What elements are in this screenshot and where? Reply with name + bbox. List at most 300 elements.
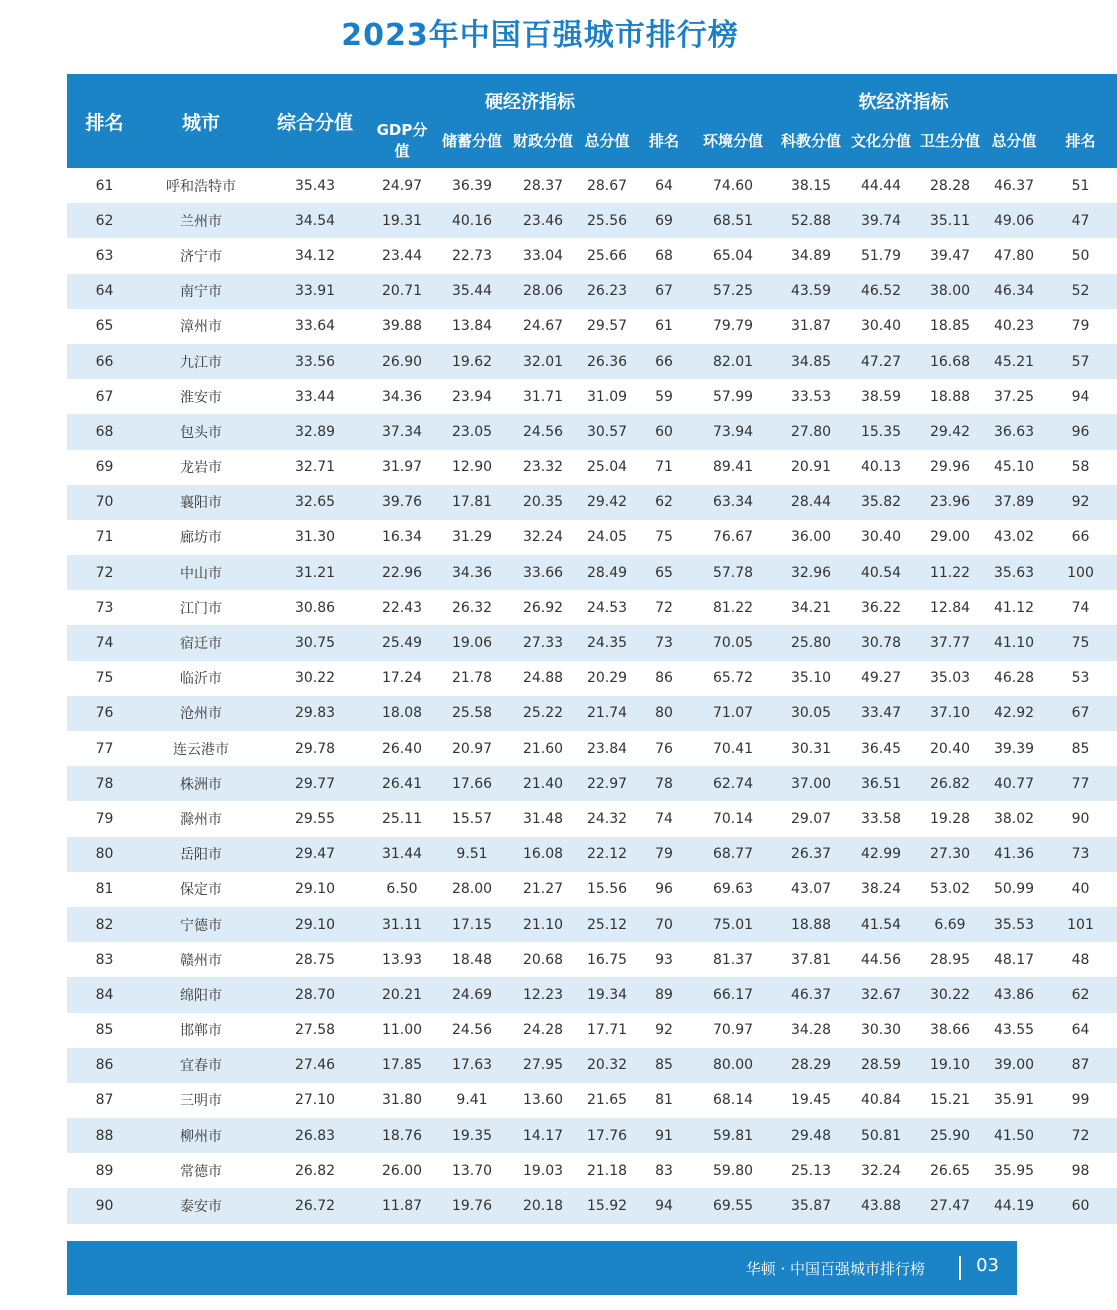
cell-soft-health: 28.28 [929, 177, 971, 194]
cell-hard-rank: 80 [638, 696, 690, 731]
cell-hard-gdp: 6.50 [386, 881, 418, 898]
cell-soft-education: 34.21 [790, 599, 832, 616]
cell-soft-health: 37.77 [916, 625, 984, 660]
cell-soft-total: 43.86 [984, 977, 1044, 1012]
cell-soft-rank: 64 [1071, 1022, 1090, 1039]
cell-soft-rank: 96 [1044, 414, 1117, 449]
cell-soft-rank: 67 [1044, 696, 1117, 731]
header-hard-fiscal: 财政分值 [510, 118, 576, 168]
cell-soft-rank: 62 [1044, 977, 1117, 1012]
cell-hard-gdp: 26.40 [381, 740, 423, 757]
cell-soft-environment: 70.14 [712, 810, 754, 827]
cell-city: 包头市 [142, 414, 260, 449]
cell-soft-environment: 65.72 [712, 670, 754, 687]
cell-hard-rank: 76 [655, 740, 673, 757]
table-row [67, 203, 1117, 238]
cell-city: 九江市 [142, 344, 260, 379]
cell-hard-savings: 17.81 [434, 485, 510, 520]
table-row [67, 379, 1117, 414]
cell-soft-culture: 42.99 [846, 837, 916, 872]
table-row [67, 1188, 1117, 1223]
cell-soft-culture: 40.54 [846, 555, 916, 590]
cell-soft-culture: 50.81 [846, 1118, 916, 1153]
cell-soft-total: 45.21 [984, 344, 1044, 379]
cell-soft-education: 34.28 [790, 1022, 832, 1039]
cell-hard-fiscal: 28.37 [522, 177, 564, 194]
cell-composite: 28.70 [260, 977, 370, 1012]
cell-hard-total: 20.29 [586, 670, 628, 687]
table-row [67, 801, 1117, 836]
cell-soft-education: 37.81 [790, 951, 832, 968]
cell-hard-total: 21.18 [586, 1162, 628, 1179]
cell-rank: 84 [67, 977, 142, 1012]
cell-soft-health: 16.68 [916, 344, 984, 379]
cell-hard-total: 21.74 [576, 696, 638, 731]
cell-soft-culture: 44.56 [860, 951, 902, 968]
cell-soft-rank: 47 [1044, 203, 1117, 238]
cell-soft-rank: 66 [1071, 529, 1090, 546]
cell-soft-health: 28.95 [929, 951, 971, 968]
cell-city: 宜春市 [142, 1048, 260, 1083]
cell-soft-total: 35.91 [993, 1092, 1035, 1109]
cell-city: 中山市 [142, 555, 260, 590]
cell-rank: 77 [95, 740, 114, 757]
cell-soft-education: 20.91 [790, 459, 832, 476]
cell-soft-health: 29.42 [916, 414, 984, 449]
cell-hard-total: 28.67 [586, 177, 628, 194]
cell-soft-education: 33.53 [790, 388, 832, 405]
cell-hard-gdp: 20.71 [370, 274, 434, 309]
cell-hard-savings: 36.39 [451, 177, 493, 194]
cell-hard-gdp: 31.44 [370, 837, 434, 872]
cell-soft-health: 18.85 [929, 318, 971, 335]
cell-soft-environment: 57.25 [690, 274, 776, 309]
cell-soft-health: 25.90 [916, 1118, 984, 1153]
cell-composite: 26.83 [260, 1118, 370, 1153]
cell-soft-education: 27.80 [776, 414, 846, 449]
cell-soft-culture: 33.47 [846, 696, 916, 731]
cell-composite: 33.56 [260, 344, 370, 379]
table-row [67, 520, 1117, 555]
cell-soft-environment: 69.55 [690, 1188, 776, 1223]
cell-hard-rank: 62 [638, 485, 690, 520]
cell-hard-savings: 17.66 [434, 766, 510, 801]
cell-rank: 69 [95, 459, 114, 476]
cell-hard-savings: 19.06 [434, 625, 510, 660]
cell-soft-rank: 51 [1071, 177, 1090, 194]
cell-hard-savings: 25.58 [434, 696, 510, 731]
cell-city: 宿迁市 [142, 625, 260, 660]
cell-soft-rank: 85 [1071, 740, 1090, 757]
cell-soft-total: 46.28 [993, 670, 1035, 687]
cell-composite: 31.21 [260, 555, 370, 590]
cell-hard-gdp: 17.85 [370, 1048, 434, 1083]
cell-rank: 80 [67, 837, 142, 872]
cell-hard-rank: 75 [655, 529, 673, 546]
cell-hard-fiscal: 14.17 [510, 1118, 576, 1153]
cell-soft-health: 29.00 [929, 529, 971, 546]
cell-hard-total: 25.12 [576, 907, 638, 942]
cell-hard-rank: 72 [655, 599, 673, 616]
table-row [67, 1083, 1117, 1118]
cell-hard-fiscal: 33.04 [522, 247, 564, 264]
cell-soft-education: 37.00 [776, 766, 846, 801]
cell-soft-culture: 40.84 [860, 1092, 902, 1109]
cell-composite: 27.58 [294, 1022, 336, 1039]
cell-soft-environment: 65.04 [712, 247, 754, 264]
cell-soft-rank: 90 [1071, 810, 1090, 827]
table-row [67, 731, 1117, 766]
cell-composite: 27.46 [260, 1048, 370, 1083]
cell-soft-total: 41.36 [984, 837, 1044, 872]
cell-city: 株洲市 [142, 766, 260, 801]
cell-soft-culture: 40.13 [860, 459, 902, 476]
header-city: 城市 [142, 74, 260, 168]
cell-soft-rank: 94 [1071, 388, 1090, 405]
header-hard-savings: 储蓄分值 [434, 118, 510, 168]
cell-city: 沧州市 [142, 696, 260, 731]
cell-soft-culture: 30.30 [860, 1022, 902, 1039]
cell-hard-total: 25.66 [586, 247, 628, 264]
cell-soft-total: 35.63 [984, 555, 1044, 590]
cell-soft-rank: 75 [1044, 625, 1117, 660]
cell-soft-environment: 70.05 [690, 625, 776, 660]
cell-composite: 32.89 [260, 414, 370, 449]
table-row [67, 837, 1117, 872]
cell-hard-savings: 18.48 [451, 951, 493, 968]
cell-soft-environment: 57.78 [690, 555, 776, 590]
table-row [67, 450, 1117, 485]
header-soft-culture: 文化分值 [846, 118, 916, 168]
cell-soft-rank: 60 [1044, 1188, 1117, 1223]
cell-soft-culture: 39.74 [846, 203, 916, 238]
cell-rank: 66 [67, 344, 142, 379]
cell-city: 呼和浩特市 [166, 178, 236, 195]
table-row [67, 1048, 1117, 1083]
cell-soft-total: 40.23 [993, 318, 1035, 335]
cell-soft-total: 38.02 [993, 810, 1035, 827]
cell-soft-total: 46.37 [993, 177, 1035, 194]
cell-soft-health: 15.21 [929, 1092, 971, 1109]
cell-hard-gdp: 31.97 [381, 459, 423, 476]
cell-hard-total: 23.84 [586, 740, 628, 757]
cell-soft-health: 12.84 [929, 599, 971, 616]
cell-rank: 75 [95, 670, 114, 687]
cell-soft-rank: 50 [1071, 247, 1090, 264]
cell-soft-culture: 30.40 [860, 529, 902, 546]
table-row [67, 590, 1117, 625]
table-row [67, 274, 1117, 309]
cell-soft-rank: 74 [1071, 599, 1090, 616]
cell-soft-culture: 38.24 [860, 881, 902, 898]
cell-hard-total: 31.09 [586, 388, 628, 405]
cell-soft-health: 30.22 [916, 977, 984, 1012]
cell-rank: 67 [95, 388, 114, 405]
cell-soft-total: 37.25 [993, 388, 1035, 405]
cell-soft-rank: 58 [1071, 459, 1090, 476]
cell-soft-culture: 43.88 [846, 1188, 916, 1223]
cell-soft-total: 42.92 [984, 696, 1044, 731]
cell-soft-total: 47.80 [993, 247, 1035, 264]
ranking-table [67, 74, 1096, 1224]
cell-hard-total: 28.49 [576, 555, 638, 590]
cell-hard-savings: 19.76 [434, 1188, 510, 1223]
cell-hard-rank: 83 [655, 1162, 673, 1179]
cell-soft-health: 19.28 [929, 810, 971, 827]
cell-hard-gdp: 22.96 [370, 555, 434, 590]
cell-composite: 29.10 [294, 881, 336, 898]
table-row [67, 872, 1117, 907]
cell-hard-rank: 66 [638, 344, 690, 379]
cell-soft-health: 19.10 [916, 1048, 984, 1083]
cell-hard-rank: 69 [638, 203, 690, 238]
cell-hard-fiscal: 31.71 [522, 388, 564, 405]
cell-hard-savings: 23.94 [451, 388, 493, 405]
cell-soft-health: 39.47 [929, 247, 971, 264]
table-row [67, 1153, 1117, 1188]
cell-soft-education: 18.88 [776, 907, 846, 942]
cell-soft-culture: 28.59 [846, 1048, 916, 1083]
cell-city: 邯郸市 [180, 1023, 222, 1040]
cell-composite: 31.30 [294, 529, 336, 546]
cell-hard-rank: 94 [638, 1188, 690, 1223]
cell-hard-fiscal: 21.40 [510, 766, 576, 801]
cell-soft-rank: 40 [1071, 881, 1090, 898]
cell-city: 廊坊市 [180, 530, 222, 547]
cell-hard-fiscal: 13.60 [522, 1092, 564, 1109]
cell-hard-total: 24.35 [576, 625, 638, 660]
cell-hard-rank: 96 [655, 881, 673, 898]
cell-hard-total: 21.65 [586, 1092, 628, 1109]
cell-soft-education: 30.31 [790, 740, 832, 757]
cell-hard-total: 29.42 [576, 485, 638, 520]
cell-hard-rank: 71 [655, 459, 673, 476]
cell-hard-fiscal: 12.23 [510, 977, 576, 1012]
cell-composite: 29.78 [294, 740, 336, 757]
cell-soft-rank: 52 [1044, 274, 1117, 309]
cell-city: 柳州市 [142, 1118, 260, 1153]
table-row [67, 1118, 1117, 1153]
cell-hard-total: 19.34 [576, 977, 638, 1012]
cell-composite: 34.54 [260, 203, 370, 238]
cell-soft-health: 53.02 [929, 881, 971, 898]
cell-composite: 30.86 [294, 599, 336, 616]
cell-soft-health: 35.11 [916, 203, 984, 238]
cell-soft-culture: 38.59 [860, 388, 902, 405]
footer-label: 华顿 · 中国百强城市排行榜 [745, 1260, 925, 1278]
cell-rank: 78 [67, 766, 142, 801]
cell-hard-gdp: 34.36 [381, 388, 423, 405]
cell-hard-fiscal: 25.22 [510, 696, 576, 731]
header-hard-total: 总分值 [576, 118, 638, 168]
cell-hard-rank: 78 [638, 766, 690, 801]
cell-hard-total: 24.53 [586, 599, 628, 616]
cell-soft-total: 44.19 [984, 1188, 1044, 1223]
header-soft-education: 科教分值 [776, 118, 846, 168]
cell-hard-total: 24.32 [586, 810, 628, 827]
cell-soft-environment: 68.51 [690, 203, 776, 238]
table-row [67, 555, 1117, 590]
cell-city: 常德市 [180, 1163, 222, 1180]
cell-hard-total: 29.57 [586, 318, 628, 335]
table-row [67, 1013, 1117, 1048]
cell-hard-gdp: 13.93 [381, 951, 423, 968]
cell-soft-environment: 73.94 [690, 414, 776, 449]
cell-composite: 33.44 [294, 388, 336, 405]
cell-hard-savings: 19.62 [434, 344, 510, 379]
header-hard-gdp: GDP分值 [370, 118, 434, 168]
cell-rank: 87 [95, 1092, 114, 1109]
cell-soft-education: 19.45 [790, 1092, 832, 1109]
cell-composite: 29.77 [260, 766, 370, 801]
cell-soft-total: 35.53 [984, 907, 1044, 942]
cell-hard-gdp: 20.21 [370, 977, 434, 1012]
cell-soft-health: 6.69 [916, 907, 984, 942]
cell-hard-gdp: 11.87 [370, 1188, 434, 1223]
cell-rank: 72 [67, 555, 142, 590]
cell-hard-savings: 24.69 [434, 977, 510, 1012]
cell-city: 临沂市 [180, 671, 222, 688]
cell-soft-rank: 79 [1071, 318, 1090, 335]
cell-soft-environment: 59.80 [712, 1162, 754, 1179]
cell-hard-gdp: 19.31 [370, 203, 434, 238]
cell-hard-gdp: 37.34 [370, 414, 434, 449]
cell-hard-savings: 15.57 [451, 810, 493, 827]
cell-rank: 74 [67, 625, 142, 660]
cell-soft-environment: 75.01 [690, 907, 776, 942]
cell-soft-rank: 98 [1071, 1162, 1090, 1179]
table-row [67, 485, 1117, 520]
cell-soft-health: 37.10 [916, 696, 984, 731]
cell-soft-education: 32.96 [776, 555, 846, 590]
cell-soft-culture: 49.27 [860, 670, 902, 687]
cell-hard-fiscal: 26.92 [522, 599, 564, 616]
cell-city: 滁州市 [180, 811, 222, 828]
cell-soft-health: 18.88 [929, 388, 971, 405]
cell-soft-culture: 36.22 [860, 599, 902, 616]
table-body [67, 168, 1117, 1224]
cell-soft-environment: 68.14 [712, 1092, 754, 1109]
cell-soft-environment: 59.81 [690, 1118, 776, 1153]
header-composite: 综合分值 [260, 74, 370, 168]
cell-hard-savings: 13.84 [451, 318, 493, 335]
cell-city: 兰州市 [142, 203, 260, 238]
cell-city: 三明市 [180, 1093, 222, 1110]
cell-rank: 63 [95, 247, 114, 264]
cell-hard-fiscal: 20.68 [522, 951, 564, 968]
cell-hard-savings: 23.05 [434, 414, 510, 449]
cell-city: 宁德市 [142, 907, 260, 942]
cell-hard-rank: 74 [655, 810, 673, 827]
cell-soft-environment: 70.97 [712, 1022, 754, 1039]
cell-soft-education: 26.37 [776, 837, 846, 872]
cell-soft-environment: 89.41 [712, 459, 754, 476]
cell-soft-education: 35.87 [776, 1188, 846, 1223]
header-soft-total: 总分值 [984, 118, 1044, 168]
cell-hard-gdp: 16.34 [381, 529, 423, 546]
cell-soft-health: 26.65 [929, 1162, 971, 1179]
cell-composite: 29.83 [260, 696, 370, 731]
cell-hard-total: 15.56 [586, 881, 628, 898]
cell-hard-gdp: 23.44 [381, 247, 423, 264]
cell-hard-gdp: 26.90 [370, 344, 434, 379]
cell-soft-environment: 79.79 [712, 318, 754, 335]
cell-hard-fiscal: 20.35 [510, 485, 576, 520]
cell-soft-culture: 51.79 [860, 247, 902, 264]
cell-soft-culture: 46.52 [846, 274, 916, 309]
cell-soft-health: 23.96 [916, 485, 984, 520]
cell-hard-fiscal: 21.27 [522, 881, 564, 898]
cell-composite: 35.43 [294, 177, 336, 194]
header-hard-group: 硬经济指标 [370, 74, 690, 118]
cell-hard-fiscal: 32.24 [522, 529, 564, 546]
cell-composite: 28.75 [294, 951, 336, 968]
cell-soft-health: 27.30 [916, 837, 984, 872]
cell-hard-gdp: 11.00 [381, 1022, 423, 1039]
cell-city: 龙岩市 [180, 460, 222, 477]
cell-hard-savings: 24.56 [451, 1022, 493, 1039]
cell-soft-rank: 99 [1071, 1092, 1090, 1109]
cell-soft-culture: 47.27 [846, 344, 916, 379]
footer-bar [67, 1241, 1017, 1295]
cell-hard-total: 15.92 [576, 1188, 638, 1223]
cell-soft-rank: 48 [1071, 951, 1090, 968]
header-soft-rank: 排名 [1044, 118, 1117, 168]
header-hard-rank: 排名 [638, 118, 690, 168]
cell-soft-environment: 66.17 [690, 977, 776, 1012]
cell-soft-health: 29.96 [929, 459, 971, 476]
cell-soft-environment: 81.22 [712, 599, 754, 616]
cell-hard-savings: 13.70 [451, 1162, 493, 1179]
cell-rank: 71 [95, 529, 114, 546]
cell-hard-rank: 85 [638, 1048, 690, 1083]
cell-hard-total: 26.23 [576, 274, 638, 309]
cell-soft-culture: 30.78 [846, 625, 916, 660]
cell-soft-environment: 76.67 [712, 529, 754, 546]
cell-hard-gdp: 24.97 [381, 177, 423, 194]
table-row [67, 238, 1117, 273]
cell-soft-environment: 74.60 [712, 177, 754, 194]
cell-soft-rank: 72 [1044, 1118, 1117, 1153]
table-row [67, 414, 1117, 449]
cell-rank: 79 [95, 810, 114, 827]
cell-hard-gdp: 26.00 [381, 1162, 423, 1179]
cell-soft-rank: 100 [1044, 555, 1117, 590]
cell-hard-rank: 73 [638, 625, 690, 660]
cell-hard-fiscal: 23.46 [510, 203, 576, 238]
cell-hard-rank: 92 [655, 1022, 673, 1039]
cell-hard-rank: 64 [655, 177, 673, 194]
cell-soft-education: 29.07 [790, 810, 832, 827]
page-title: 2023年中国百强城市排行榜 [341, 18, 739, 53]
cell-composite: 32.65 [260, 485, 370, 520]
cell-hard-total: 17.71 [586, 1022, 628, 1039]
cell-hard-gdp: 25.49 [370, 625, 434, 660]
cell-soft-education: 28.44 [776, 485, 846, 520]
cell-soft-total: 49.06 [984, 203, 1044, 238]
cell-hard-total: 25.56 [576, 203, 638, 238]
cell-soft-culture: 35.82 [846, 485, 916, 520]
cell-soft-total: 50.99 [993, 881, 1035, 898]
cell-rank: 73 [95, 599, 114, 616]
cell-soft-culture: 30.40 [860, 318, 902, 335]
cell-soft-total: 45.10 [993, 459, 1035, 476]
footer-divider [959, 1256, 961, 1280]
cell-city: 江门市 [180, 600, 222, 617]
cell-composite: 29.47 [260, 837, 370, 872]
cell-rank: 76 [67, 696, 142, 731]
cell-rank: 88 [67, 1118, 142, 1153]
